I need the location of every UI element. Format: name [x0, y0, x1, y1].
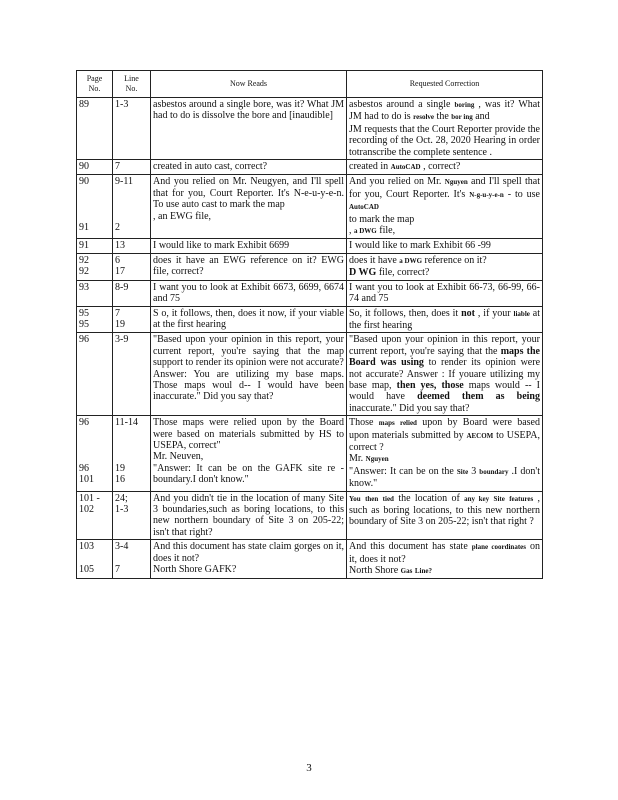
page-number-cell: 93: [77, 280, 113, 306]
correction-text: .I don't know.": [349, 465, 540, 490]
correction-text: maps would -- I would have: [349, 379, 540, 403]
requested-correction-cell: [347, 333, 543, 416]
correction-text: created in: [349, 161, 391, 173]
corrected-term: then: [365, 494, 379, 503]
correction-text: does it have: [349, 254, 400, 266]
now-reads-cell: And you didn't tie in the location of many Site 3 boundaries,such as boring locations, to this new northern boundary of Site 3 on 205-22; isn't that right?: [151, 491, 347, 540]
correction-text: , correct?: [420, 161, 461, 173]
line-number-cell: 8-9: [113, 280, 151, 306]
corrected-term: maps the Board was using: [349, 345, 540, 369]
table-row: [77, 239, 543, 253]
requested-correction-header: Requested Correction: [347, 71, 543, 98]
line-number-cell: 7: [113, 160, 151, 175]
corrected-term: a DWG: [354, 227, 377, 236]
corrected-term: Nguyen: [365, 455, 389, 464]
line-number-cell: 7 19: [113, 306, 151, 333]
correction-text: on it, does it not? North Shore: [349, 541, 540, 577]
table-row: [77, 175, 543, 239]
correction-text: I want you to look at Exhibit 66-73, 66-99, 66-74 and 75: [349, 281, 540, 305]
table-row: [77, 540, 543, 579]
correction-text: So, it follows, then, does it: [349, 307, 462, 319]
requested-correction-cell: [347, 160, 543, 175]
correction-text: to mark the map ,: [349, 213, 415, 237]
corrected-term: AutoCAD: [390, 163, 421, 172]
corrected-term: any key: [464, 494, 490, 503]
now-reads-cell: does it have an EWG reference on it? EWG file, correct?: [151, 253, 347, 280]
corrected-term: not: [461, 307, 475, 319]
correction-text: "Answer: It can be on the: [349, 465, 454, 477]
page-number-cell: 96 96 101: [77, 416, 113, 491]
page-number-cell: 101 - 102: [77, 491, 113, 540]
table-row: [77, 98, 543, 160]
page-number-cell: 92 92: [77, 253, 113, 280]
page-number-cell: 89: [77, 98, 113, 160]
correction-text: the location of: [393, 492, 465, 504]
line-number-cell: 9-11 2: [113, 175, 151, 239]
corrected-term: liable: [513, 309, 530, 318]
corrected-term: D WG: [349, 267, 377, 279]
page-number-cell: 90 91: [77, 175, 113, 239]
corrected-term: AutoCAD: [349, 203, 379, 212]
corrected-term: features: [509, 494, 534, 503]
correction-text: , such as boring locations, to this new northern boundary of Site 3 on 205-22; isn't that right ?: [349, 492, 541, 528]
corrected-term: maps: [378, 419, 395, 428]
corrected-term: Nguyen: [444, 178, 468, 187]
corrected-term: AECOM: [466, 431, 494, 440]
line-no-header: Line No.: [113, 71, 151, 98]
requested-correction-cell: [347, 416, 543, 491]
correction-text: And you relied on Mr.: [349, 176, 445, 188]
correction-text: - to use: [503, 188, 540, 200]
page-number-cell: 96: [77, 333, 113, 416]
line-number-cell: 1-3: [113, 98, 151, 160]
table-row: [77, 333, 543, 416]
line-number-cell: 13: [113, 239, 151, 253]
corrected-term: boring: [454, 101, 475, 109]
requested-correction-cell: [347, 98, 543, 160]
corrected-term: Line?: [414, 567, 432, 576]
table-row: [77, 160, 543, 175]
corrected-term: deemed them as being: [417, 391, 540, 403]
now-reads-cell: And you relied on Mr. Neugyen, and I'll spell that for you, Court Reporter. It's N-e-u-y-e-n. To use auto cast to mark the map , an EWG file,: [151, 175, 347, 239]
requested-correction-cell: [347, 306, 543, 333]
corrected-term: a DWG: [399, 256, 423, 265]
correction-text: at the first hearing: [349, 307, 540, 331]
correction-text: file, correct?: [376, 267, 430, 279]
correction-text: upon by Board were based upon materials submitted by: [349, 417, 540, 441]
now-reads-header: Now Reads: [151, 71, 347, 98]
requested-correction-cell: [347, 175, 543, 239]
correction-text: reference on it?: [424, 254, 487, 266]
line-number-cell: 3-9: [113, 333, 151, 416]
correction-text: to render its opinion were not accurate? Answer : If youare utilizing my base map,: [349, 357, 541, 391]
correction-text: and I'll spell that for you, Court Reporter. It's: [349, 176, 541, 200]
corrected-term: Gas: [400, 567, 413, 576]
corrected-term: then yes, those: [396, 379, 464, 391]
now-reads-cell: I would like to mark Exhibit 6699: [151, 239, 347, 253]
correction-text: asbestos around a single: [349, 99, 455, 110]
page-number-cell: 95 95: [77, 306, 113, 333]
corrected-term: resolve: [413, 113, 435, 122]
table-row: [77, 253, 543, 280]
corrected-term: plane coordinates: [471, 543, 526, 552]
page-number-cell: 103 105: [77, 540, 113, 579]
correction-text: inaccurate." Did you say that?: [349, 402, 470, 414]
correction-text: "Based upon your opinion in this report, your current report, you're saying that the: [349, 334, 540, 357]
corrected-term: boundary: [479, 467, 509, 476]
requested-correction-cell: [347, 540, 543, 579]
now-reads-cell: asbestos around a single bore, was it? What JM had to do is dissolve the bore and [inaudible]: [151, 98, 347, 160]
correction-text: and JM requests that the Court Reporter provide the recording of the Oct. 28, 2020 Hearing in order totranscribe the complete sentence .: [349, 111, 540, 158]
requested-correction-cell: [347, 280, 543, 306]
page-no-header: Page No.: [77, 71, 113, 98]
line-number-cell: 6 17: [113, 253, 151, 280]
header-row: [77, 71, 543, 98]
correction-text: file,: [376, 225, 396, 237]
page-number: 3: [306, 762, 312, 774]
line-number-cell: 3-4 7: [113, 540, 151, 579]
corrected-term: Site: [493, 494, 505, 503]
correction-text: I would like to mark Exhibit 66 -99: [349, 240, 491, 252]
correction-text: Those: [349, 417, 379, 429]
requested-correction-cell: [347, 253, 543, 280]
corrected-term: bor ing: [451, 113, 473, 122]
table-row: [77, 491, 543, 540]
corrected-term: N-g-u-y-e-n: [469, 190, 504, 199]
correction-text: to USEPA, correct ? Mr.: [349, 429, 540, 465]
correction-text: , was it? What JM had to do is: [349, 99, 540, 123]
page-number-cell: 90: [77, 160, 113, 175]
corrected-term: tied: [382, 494, 394, 503]
correction-text: And this document has state: [349, 541, 472, 553]
corrected-term: You: [349, 494, 361, 503]
table-row: [77, 306, 543, 333]
requested-correction-cell: [347, 491, 543, 540]
requested-correction-cell: [347, 239, 543, 253]
table-row: [77, 416, 543, 491]
correction-text: 3: [468, 465, 480, 477]
line-number-cell: 11-14 19 16: [113, 416, 151, 491]
now-reads-cell: created in auto cast, correct?: [151, 160, 347, 175]
correction-text: the: [434, 111, 452, 123]
corrected-term: relied: [399, 419, 417, 428]
correction-text: , if your: [475, 307, 514, 319]
line-number-cell: 24; 1-3: [113, 491, 151, 540]
now-reads-cell: I want you to look at Exhibit 6673, 6699, 6674 and 75: [151, 280, 347, 306]
now-reads-cell: "Based upon your opinion in this report, your current report, you're saying that the map support to render its opinion were not accurate? Answer: You are utilizing my base maps. Those maps woul d-- I would have been inaccurate." Did you say that?: [151, 333, 347, 416]
corrected-term: Site: [456, 467, 469, 476]
table-row: [77, 280, 543, 306]
errata-table: [76, 70, 543, 579]
now-reads-cell: And this document has state claim gorges on it, does it not? North Shore GAFK?: [151, 540, 347, 579]
now-reads-cell: S o, it follows, then, does it now, if your viable at the first hearing: [151, 306, 347, 333]
now-reads-cell: Those maps were relied upon by the Board were based on materials submitted by HS to USEPA, correct" Mr. Neuven, "Answer: It can be on the GAFK site re -boundary.I don't know.": [151, 416, 347, 491]
page-number-cell: 91: [77, 239, 113, 253]
